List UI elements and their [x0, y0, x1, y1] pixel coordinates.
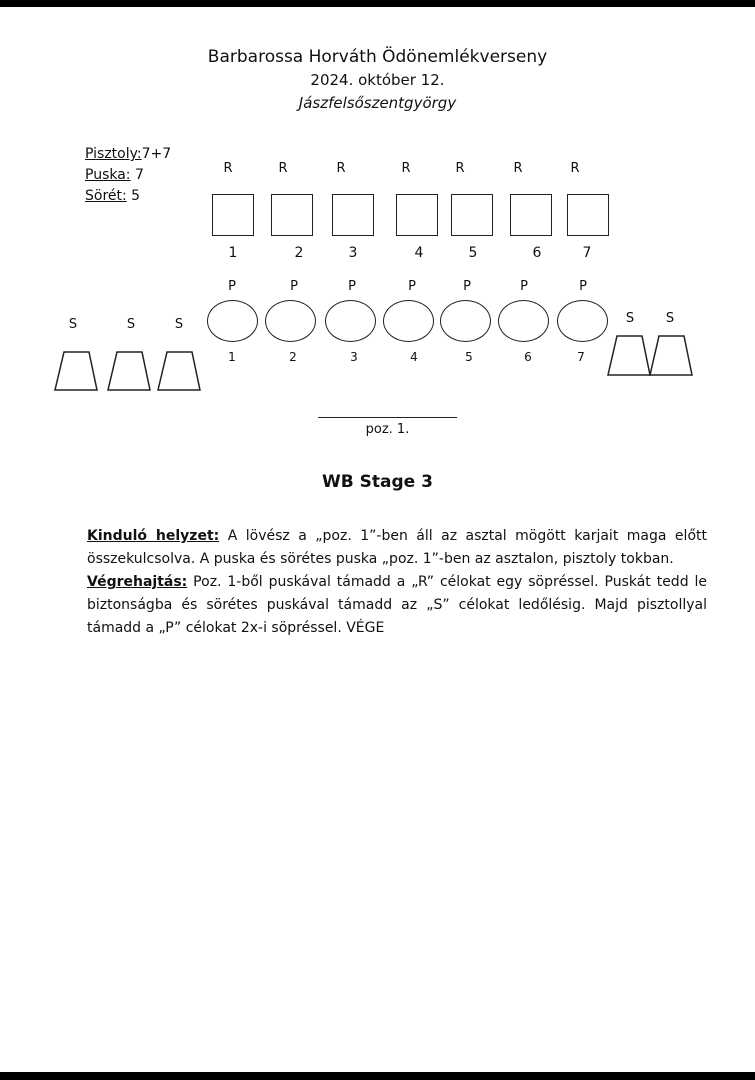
pistol-target-letter: P	[408, 279, 416, 294]
stage-description	[87, 525, 707, 640]
rifle-target-letter: R	[513, 161, 523, 176]
stage-title: WB Stage 3	[322, 472, 433, 492]
shotgun-target-letter: S	[174, 317, 184, 332]
rifle-target-letter: R	[570, 161, 580, 176]
shotgun-target-letter: S	[126, 317, 136, 332]
rifle-count: Puska: 7	[85, 167, 144, 183]
pistol-target-number: 3	[350, 350, 358, 364]
pistol-target-letter: P	[579, 279, 587, 294]
top-border	[0, 0, 755, 7]
shotgun-target	[158, 352, 200, 390]
shotgun-target-letter: S	[665, 311, 675, 326]
pistol-target-letter: P	[290, 279, 298, 294]
execution-paragraph: Végrehajtás: Poz. 1-ből puskával támadd a „R” célokat egy söpréssel. Puskát tedd le biztonságba és sörétes puskával támadd az „S” célokat ledőlésig. Majd pisztollyal támadd a „P” célokat 2x-i söpréssel. VÉGE	[87, 574, 707, 636]
competition-date: 2024. október 12.	[310, 71, 445, 89]
shotgun-count: Sörét: 5	[85, 188, 141, 204]
rifle-target-number: 7	[582, 245, 592, 261]
rifle-target-letter: R	[223, 161, 233, 176]
shotgun-targets-drawing	[0, 7, 755, 407]
position-label: poz. 1.	[365, 422, 410, 437]
shotgun-target	[55, 352, 97, 390]
competition-place: Jászfelsőszentgyörgy	[298, 94, 457, 112]
shotgun-target	[608, 336, 650, 375]
pistol-target-number: 6	[524, 350, 532, 364]
pistol-target-letter: P	[463, 279, 471, 294]
rifle-target-number: 1	[228, 245, 238, 261]
rifle-target-number: 6	[532, 245, 542, 261]
rifle-target-number: 5	[468, 245, 478, 261]
start-position-paragraph: Kinduló helyzet: A lövész a „poz. 1”-ben áll az asztal mögött karjait maga előtt összekulcsolva. A puska és sörétes puska „poz. 1”-ben az asztalon, pisztoly tokban.	[87, 528, 707, 567]
position-line	[318, 417, 457, 418]
rifle-target-letter: R	[336, 161, 346, 176]
shotgun-target	[650, 336, 692, 375]
document-page	[0, 7, 755, 1072]
shotgun-target-letter: S	[625, 311, 635, 326]
rifle-target-letter: R	[401, 161, 411, 176]
pistol-target-number: 5	[465, 350, 473, 364]
rifle-target-letter: R	[278, 161, 288, 176]
pistol-target-letter: P	[348, 279, 356, 294]
pistol-target-letter: P	[520, 279, 528, 294]
pistol-target-number: 2	[289, 350, 297, 364]
bottom-border	[0, 1072, 755, 1080]
rifle-target-letter: R	[455, 161, 465, 176]
pistol-target-number: 4	[410, 350, 418, 364]
pistol-target-number: 7	[577, 350, 585, 364]
competition-title: Barbarossa Horváth Ödönemlékverseny	[207, 47, 548, 67]
pistol-target-letter: P	[228, 279, 236, 294]
rifle-target-number: 2	[294, 245, 304, 261]
rifle-target-number: 4	[414, 245, 424, 261]
pistol-target-number: 1	[228, 350, 236, 364]
shotgun-target	[108, 352, 150, 390]
pistol-count: Pisztoly:7+7	[85, 146, 172, 162]
rifle-target-number: 3	[348, 245, 358, 261]
shotgun-target-letter: S	[68, 317, 78, 332]
